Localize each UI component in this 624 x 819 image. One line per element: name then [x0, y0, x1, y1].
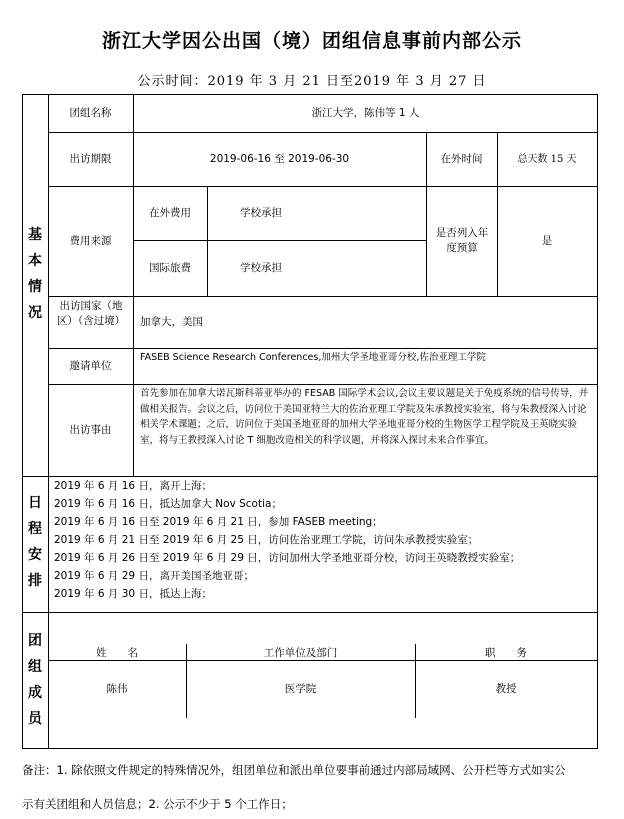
announcement-period: 公示时间：2019 年 3 月 21 日至2019 年 3 月 27 日	[137, 74, 487, 89]
members-header-name: 姓 名	[96, 647, 138, 659]
member-position: 教授	[495, 683, 517, 695]
row-line-1	[48, 132, 598, 133]
table-border-top	[22, 94, 598, 95]
row-line-3	[48, 296, 598, 297]
members-section-label	[22, 628, 48, 732]
page-title: 浙江大学因公出国（境）团组信息事前内部公示	[101, 30, 522, 52]
schedule-item: 2019 年 6 月 16 日，离开上海；	[54, 480, 212, 492]
time-abroad-label: 在外时间	[440, 153, 483, 165]
schedule-item: 2019 年 6 月 16 日，抵达加拿大 Nov Scotia；	[54, 498, 282, 510]
time-abroad-value: 总天数 15 天	[517, 154, 577, 165]
members-label-column-line	[48, 612, 49, 749]
schedule-section-label	[22, 490, 48, 594]
row-line-funding-split	[133, 240, 426, 241]
visit-dates-label: 出访期限	[69, 153, 112, 165]
visit-dates-value: 2019-06-16 至 2019-06-30	[209, 153, 350, 165]
visit-purpose-value: 首先参加在加拿大诺瓦斯科蒂亚举办的 FESAB 国际学术会议,会议主要议题是关于免疫系统的信号传导，并做相关报告。会议之后，访问位于美国亚特兰大的佐治亚理工学院及朱承教授实验室，将与朱教授深入讨论相关学术课题；之后，访问位于美国圣地亚哥的加州大学圣地亚哥分校的生物医学工程学院及王英晓实验室，将与王教授深入讨论 T 细胞改造相关的科学议题，并将深入探讨未来合作事宜。	[140, 388, 589, 446]
schedule-item: 2019 年 6 月 21 日至 2019 年 6 月 25 日，访问佐治亚理工学院，访问朱承教授实验室；	[54, 534, 479, 546]
inviting-unit-label: 邀请单位	[69, 360, 112, 372]
members-label-text: 团组成员	[28, 633, 42, 727]
abroad-cost-label: 在外费用	[149, 207, 191, 219]
schedule-item: 2019 年 6 月 26 日至 2019 年 6 月 29 日，访问加州大学圣地亚哥分校，访问王英晓教授实验室；	[54, 552, 521, 564]
basic-info-label-text: 基本情况	[28, 227, 42, 321]
annual-budget-label: 是否列入年度预算	[435, 227, 489, 254]
schedule-item: 2019 年 6 月 29 日，离开美国圣地亚哥；	[54, 570, 254, 582]
row-line-5	[48, 384, 598, 385]
table-border-right	[597, 94, 598, 749]
inviting-unit-value: FASEB Science Research Conferences,加州大学圣地亚哥分校,佐治亚理工学院	[140, 352, 486, 363]
member-name: 陈伟	[106, 683, 128, 695]
members-header-position: 职 务	[485, 647, 527, 659]
schedule-label-text: 日程安排	[28, 495, 42, 589]
table-border-bottom	[22, 748, 598, 749]
divider-schedule-members	[22, 612, 598, 613]
footnote-line-2: 示有关团组和人员信息；2. 公示不少于 5 个工作日；	[22, 797, 293, 811]
group-name-value: 浙江大学，陈伟等 1 人	[311, 107, 420, 119]
countries-label: 出访国家（地区）（含过境）	[56, 300, 126, 327]
row-line-4	[48, 348, 598, 349]
row-line-2	[48, 186, 598, 187]
funding-subcolumn-line	[207, 186, 208, 297]
travel-cost-value: 学校承担	[240, 262, 282, 274]
travel-cost-label: 国际旅费	[149, 262, 191, 274]
members-header-unit: 工作单位及部门	[263, 647, 338, 659]
funding-source-label: 费用来源	[69, 235, 112, 247]
abroad-cost-value: 学校承担	[240, 207, 282, 219]
countries-value: 加拿大，美国	[140, 316, 203, 328]
schedule-item: 2019 年 6 月 30 日，抵达上海；	[54, 588, 212, 600]
group-name-label: 团组名称	[69, 107, 112, 119]
member-unit: 医学院	[284, 683, 317, 695]
annual-budget-value: 是	[541, 235, 553, 247]
footnote-line-1: 备注：1. 除依照文件规定的特殊情况外，组团单位和派出单位要事前通过内部局域网、公开栏等方式如实公	[22, 763, 566, 777]
visit-purpose-label: 出访事由	[69, 424, 112, 436]
schedule-item: 2019 年 6 月 16 日至 2019 年 6 月 21 日，参加 FASEB meeting；	[54, 516, 383, 528]
schedule-label-column-line	[48, 476, 49, 613]
basic-info-section-label	[22, 222, 48, 326]
